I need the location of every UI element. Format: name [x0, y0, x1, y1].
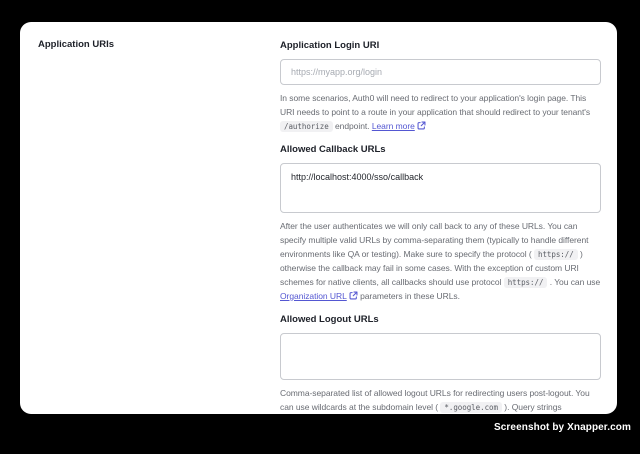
learn-more-link[interactable]: Learn more [372, 121, 426, 131]
callback-urls-textarea[interactable] [280, 163, 601, 213]
external-link-icon [349, 289, 358, 303]
logout-urls-group [280, 313, 601, 414]
logout-urls-textarea[interactable] [280, 333, 601, 380]
logout-urls-help-text: Comma-separated list of allowed logout URLs for redirecting users post-logout. You can use wildcards at the subdomain level ( *.google.com ). Query strings [280, 388, 590, 412]
callback-urls-label: Allowed Callback URLs [280, 144, 386, 155]
login-uri-input[interactable] [280, 59, 601, 85]
form-column [280, 39, 601, 412]
section-title: Application URIs [38, 39, 115, 50]
application-uris-card [20, 22, 617, 414]
inline-code: /authorize [280, 121, 333, 132]
external-link-icon [417, 119, 426, 133]
inline-code: https:// [534, 249, 578, 260]
section-title-column [38, 39, 280, 397]
callback-urls-group [280, 143, 601, 303]
login-uri-group [280, 39, 601, 133]
inline-code: *.google.com [440, 402, 502, 413]
login-uri-label: Application Login URI [280, 40, 380, 51]
organization-url-link[interactable]: Organization URL [280, 291, 358, 301]
inline-code: https:// [504, 277, 548, 288]
watermark-credit: Screenshot by Xnapper.com [494, 422, 631, 433]
login-uri-help-text: In some scenarios, Auth0 will need to redirect to your application's login page. This URI needs to point to a route in your application that should redirect to your tenant's /authorize endpoint. Learn more [280, 93, 591, 131]
logout-urls-label: Allowed Logout URLs [280, 314, 379, 325]
callback-urls-help-text: After the user authenticates we will only call back to any of these URLs. You can specify multiple valid URLs by comma-separating them (typically to handle different environments like QA or testing). Make sure to specify the protocol ( https:// ) otherwise the callback may fail in some cases. With the exception of custom URI schemes for native clients, all callbacks should use protocol https:// . You can use Organization URL parameters in these URLs. [280, 221, 601, 301]
